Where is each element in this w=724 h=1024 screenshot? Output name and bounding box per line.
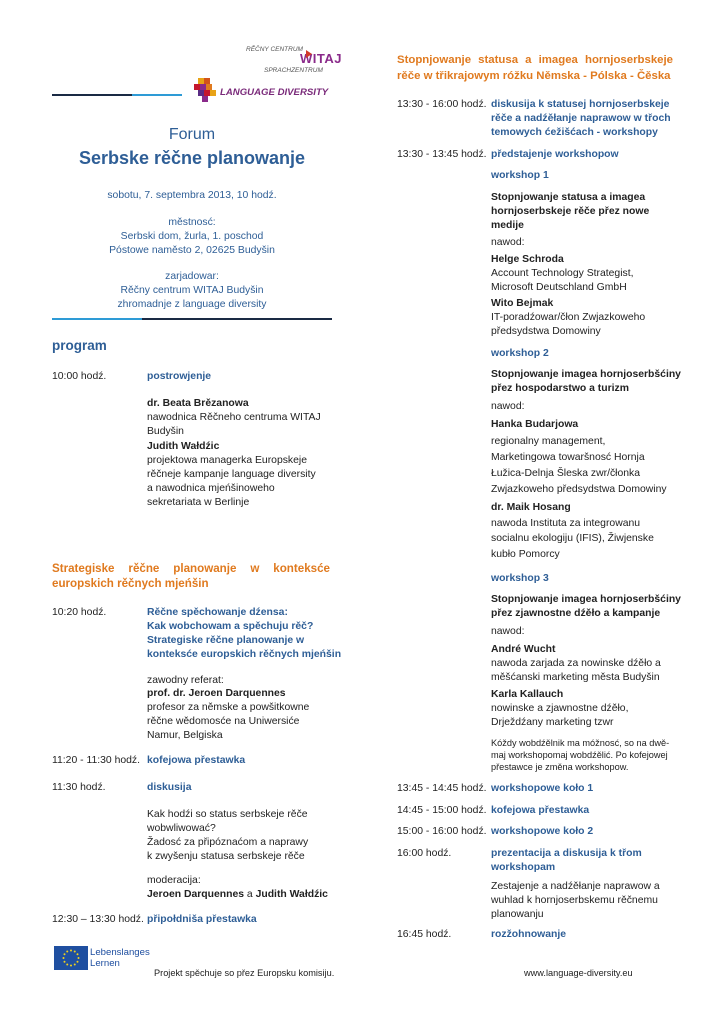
moderation-label: moderacija: bbox=[147, 875, 201, 886]
section-heading-strategic-line-1: Strategiske rěčne planowanje w konteksće bbox=[52, 562, 330, 575]
item-presentation-1: prezentacija a diskusija k třom bbox=[491, 848, 642, 859]
website-url: www.language-diversity.eu bbox=[524, 968, 633, 978]
keynote-title-3: Strategiske rěčne planowanje w bbox=[147, 635, 305, 646]
speaker-darquennes-role-1: profesor za němske a powšitkowne bbox=[147, 702, 310, 713]
witaj-logo-line2: SPRACHZENTRUM bbox=[264, 67, 323, 74]
speaker-waldzic-role-1: projektowa managerka Europskeje bbox=[147, 455, 307, 466]
workshop-1-label: workshop 1 bbox=[491, 170, 549, 181]
speaker-wucht: André Wucht bbox=[491, 644, 556, 655]
place-line-1: Serbski dom, žurla, 1. poschod bbox=[120, 231, 264, 242]
presentation-desc-2: wuhlad k hornjoserbskemu rěčnemu bbox=[491, 895, 658, 906]
section-heading-strategic bbox=[52, 561, 330, 591]
speaker-schroda: Helge Schroda bbox=[491, 254, 564, 265]
item-welcome: postrowjenje bbox=[147, 371, 212, 382]
time-1330-b: 13:30 - 13:45 hodź. bbox=[397, 149, 487, 160]
workshop-note-1: Kóždy wobdźělnik ma móžnosć, so na dwě- bbox=[491, 738, 670, 748]
language-diversity-mark-icon bbox=[194, 78, 220, 104]
speaker-kallauch-role-1: nowinske a zjawnostne dźěło, bbox=[491, 703, 629, 714]
time-1445: 14:45 - 15:00 hodź. bbox=[397, 805, 487, 816]
speaker-schroda-role-2: Microsoft Deutschland GmbH bbox=[491, 282, 627, 293]
section-heading-strategic-line-2: europskich rěčnych mjeńšin bbox=[52, 577, 209, 590]
time-1645: 16:45 hodź. bbox=[397, 929, 452, 940]
workshop-1-title-3: medije bbox=[491, 220, 524, 231]
workshop-note-2: maj workshopomaj wobdźělić. Po kofejowej bbox=[491, 750, 668, 760]
page-title: Serbske rěčne planowanje bbox=[78, 148, 306, 168]
item-workshop-intro: předstajenje workshopow bbox=[491, 149, 619, 160]
section-heading-workshops-line-1: Stopnjowanje statusa a imagea hornjoserbskeje bbox=[397, 54, 673, 66]
speaker-hosang: dr. Maik Hosang bbox=[491, 502, 571, 513]
speaker-hosang-role-1: nawoda Instituta za integrowanu bbox=[491, 518, 641, 529]
witaj-logo-mark: WITAJ bbox=[300, 51, 342, 66]
place-line-2: Póstowe naměsto 2, 02625 Budyšin bbox=[109, 245, 275, 256]
keynote-title-2: Kak wobchowam a spěchuju rěč? bbox=[147, 621, 314, 632]
keynote-title-4: konteksće europskich rěčnych mjeńšin bbox=[147, 649, 342, 660]
speaker-hosang-role-2: socialnu ekologiju (IFIS), Žiwjenske bbox=[491, 533, 654, 544]
workshop-1-lead-label: nawod: bbox=[491, 237, 525, 248]
speaker-waldzic-role-3: a nawodnica mjeńšinoweho bbox=[147, 483, 275, 494]
speaker-budarjowa-role-4: Zwjazkoweho předsydstwa Domowiny bbox=[491, 484, 667, 495]
item-workshop-discussion-1: diskusija k statusej hornjoserbskeje bbox=[491, 99, 670, 110]
organizer-line-2: zhromadnje z language diversity bbox=[117, 299, 267, 310]
speaker-darquennes: prof. dr. Jeroen Darquennes bbox=[147, 688, 286, 699]
eu-logo-line-2: Lernen bbox=[90, 958, 120, 969]
workshop-1-title-1: Stopnjowanje statusa a imagea bbox=[491, 192, 646, 203]
time-1345: 13:45 - 14:45 hodź. bbox=[397, 783, 487, 794]
moderators bbox=[147, 888, 328, 903]
speaker-waldzic-role-2: rěčneje kampanje language diversity bbox=[147, 469, 316, 480]
item-farewell: rozžohnowanje bbox=[491, 929, 567, 940]
witaj-logo bbox=[240, 46, 340, 76]
forum-label: Forum bbox=[168, 126, 216, 143]
header-rule-blue bbox=[132, 94, 182, 96]
discussion-question-1: Kak hodźi so status serbskeje rěče bbox=[147, 809, 308, 820]
section-heading-workshops bbox=[397, 53, 673, 84]
speaker-darquennes-role-2: rěčne wědomosće na Uniwersiće bbox=[147, 716, 300, 727]
event-date: sobotu, 7. septembra 2013, 10 hodź. bbox=[107, 190, 277, 201]
witaj-flag-icon bbox=[306, 50, 312, 58]
time-1000: 10:00 hodź. bbox=[52, 371, 107, 382]
speaker-wucht-role-2: měšćanski marketing města Budyšin bbox=[491, 672, 660, 683]
workshop-2-title-1: Stopnjowanje imagea hornjoserbšćiny bbox=[491, 369, 681, 380]
section-heading-workshops-line-2: rěče w třikrajowym róžku Němska - Pólska - Čěska bbox=[397, 69, 671, 82]
speaker-waldzic: Judith Wałdźic bbox=[147, 441, 220, 452]
speaker-brezanowa-role-1: nawodnica Rěčneho centruma WITAJ bbox=[147, 412, 321, 423]
program-heading: program bbox=[52, 338, 107, 353]
item-workshop-round-1: workshopowe koło 1 bbox=[491, 783, 594, 794]
workshop-1-title-2: hornjoserbskeje rěče přez nowe bbox=[491, 206, 650, 217]
item-coffee-break-2: kofejowa přestawka bbox=[491, 805, 590, 816]
item-presentation-2: workshopam bbox=[491, 862, 556, 873]
header-rule-dark-2 bbox=[142, 318, 332, 320]
speaker-kallauch: Karla Kallauch bbox=[491, 689, 564, 700]
eu-flag-icon bbox=[54, 946, 88, 970]
keynote-label: zawodny referat: bbox=[147, 675, 224, 686]
workshop-2-label: workshop 2 bbox=[491, 348, 549, 359]
presentation-desc-1: Zestajenje a nadźěłanje naprawow a bbox=[491, 881, 660, 892]
speaker-brezanowa: dr. Beata Brězanowa bbox=[147, 398, 249, 409]
discussion-question-4: k zwyšenju statusa serbskeje rěče bbox=[147, 851, 305, 862]
header-rule-blue-2 bbox=[52, 318, 142, 320]
workshop-3-lead-label: nawod: bbox=[491, 626, 525, 637]
discussion-question-3: Žadosć za připóznaćom a naprawy bbox=[147, 837, 309, 848]
workshop-2-title-2: přez hospodarstwo a turizm bbox=[491, 383, 629, 394]
moderators-and: a bbox=[244, 889, 256, 900]
item-workshop-discussion-3: temowych ćežišćach - workshopy bbox=[491, 127, 658, 138]
item-lunch-break: připołdniša přestawka bbox=[147, 914, 257, 925]
speaker-kallauch-role-2: Drježdźany marketing tzwr bbox=[491, 717, 614, 728]
time-1130: 11:30 hodź. bbox=[52, 782, 106, 793]
keynote-title-1: Rěčne spěchowanje dźensa: bbox=[147, 607, 288, 618]
organizer-label: zarjadowar: bbox=[165, 271, 219, 282]
moderator-waldzic: Judith Wałdźic bbox=[255, 889, 328, 900]
speaker-bejmak-role-1: IT-poradźowar/čłon Zwjazkoweho bbox=[491, 312, 646, 323]
workshop-3-label: workshop 3 bbox=[491, 573, 549, 584]
item-workshop-round-2: workshopowe koło 2 bbox=[491, 826, 594, 837]
language-diversity-logo bbox=[194, 78, 334, 104]
language-diversity-name: LANGUAGE DIVERSITY bbox=[220, 87, 329, 98]
organizer-line-1: Rěčny centrum WITAJ Budyšin bbox=[120, 285, 264, 296]
funding-note: Projekt spěchuje so přez Europsku komisiju. bbox=[154, 968, 335, 978]
speaker-darquennes-role-3: Namur, Belgiska bbox=[147, 730, 223, 741]
item-discussion: diskusija bbox=[147, 782, 192, 793]
header-rule-dark bbox=[52, 94, 132, 96]
workshop-note-3: přestawce je změna workshopow. bbox=[491, 762, 629, 772]
time-1330-a: 13:30 - 16:00 hodź. bbox=[397, 99, 487, 110]
workshop-2-lead-label: nawod: bbox=[491, 401, 525, 412]
witaj-logo-line1: RĚČNY CENTRUM bbox=[246, 46, 303, 53]
speaker-schroda-role-1: Account Technology Strategist, bbox=[491, 268, 634, 279]
presentation-desc-3: planowanju bbox=[491, 909, 544, 920]
workshop-3-title-1: Stopnjowanje imagea hornjoserbšćiny bbox=[491, 594, 681, 605]
item-workshop-discussion-2: rěče a nadźěłanje naprawow w třoch bbox=[491, 113, 671, 124]
speaker-bejmak: Wito Bejmak bbox=[491, 298, 554, 309]
speaker-bejmak-role-2: předsydstwa Domowiny bbox=[491, 326, 601, 337]
speaker-brezanowa-role-2: Budyšin bbox=[147, 426, 184, 437]
item-coffee-break-1: kofejowa přestawka bbox=[147, 755, 246, 766]
speaker-budarjowa-role-3: Łužica-Delnja Šleska zwr/čłonka bbox=[491, 468, 640, 479]
time-1230: 12:30 – 13:30 hodź. bbox=[52, 914, 144, 925]
speaker-budarjowa: Hanka Budarjowa bbox=[491, 419, 579, 430]
discussion-question-2: wobwliwować? bbox=[147, 823, 216, 834]
place-label: městnosć: bbox=[168, 217, 216, 228]
speaker-waldzic-role-4: sekretariata w Berlinje bbox=[147, 497, 250, 508]
time-1500: 15:00 - 16:00 hodź. bbox=[397, 826, 487, 837]
workshop-3-title-2: přez zjawnostne dźěło a kampanje bbox=[491, 608, 661, 619]
time-1600: 16:00 hodź. bbox=[397, 848, 452, 859]
time-1020: 10:20 hodź. bbox=[52, 607, 107, 618]
eu-logo-line-1: Lebenslanges bbox=[90, 947, 150, 958]
speaker-wucht-role-1: nawoda zarjada za nowinske dźěło a bbox=[491, 658, 661, 669]
eu-logo bbox=[54, 946, 150, 972]
moderator-darquennes: Jeroen Darquennes bbox=[147, 889, 245, 900]
speaker-hosang-role-3: kubło Pomorcy bbox=[491, 549, 560, 560]
speaker-budarjowa-role-1: regionalny management, bbox=[491, 436, 606, 447]
time-1120: 11:20 - 11:30 hodź. bbox=[52, 755, 140, 766]
speaker-budarjowa-role-2: Marketingowa towaršnosć Hornja bbox=[491, 452, 645, 463]
